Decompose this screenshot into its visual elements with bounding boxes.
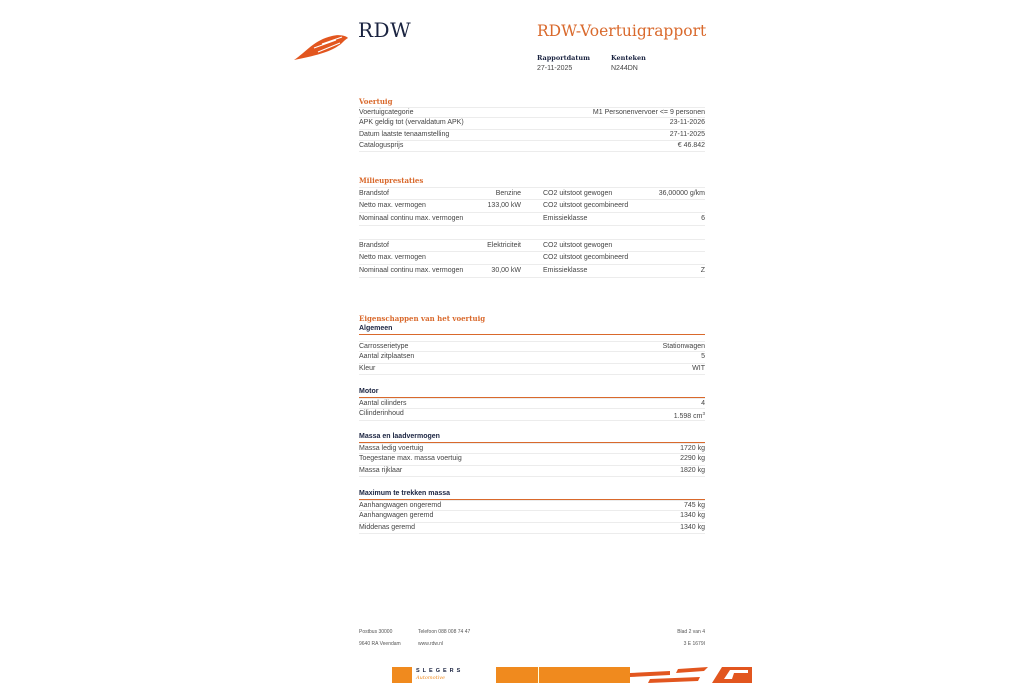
report-date-label: Rapportdatum	[537, 54, 590, 62]
row-value: WIT	[692, 364, 705, 372]
table-row	[359, 454, 705, 465]
unit-superscript: 3	[702, 411, 705, 417]
table-row	[359, 265, 705, 278]
row-value: Stationwagen	[662, 343, 705, 350]
table-row	[359, 118, 705, 129]
row-value: 1820 kg	[680, 466, 705, 474]
row-value: 745 kg	[683, 502, 705, 509]
row-value: 1.598 cm	[673, 413, 703, 421]
footer-contact	[418, 626, 470, 650]
row-label: Aantal zitplaatsen	[359, 353, 415, 361]
footer-code: 3 E 1679I	[683, 641, 705, 647]
table-row	[359, 443, 705, 454]
table-row	[359, 107, 705, 118]
row-value: 36,00000 g/km	[658, 190, 705, 197]
row-label: Emissieklasse	[543, 215, 588, 222]
row-value: 1340 kg	[680, 512, 705, 520]
table-row	[359, 364, 705, 375]
table-row	[359, 511, 705, 522]
plate-block	[611, 54, 646, 72]
table-row	[359, 141, 705, 152]
row-value: 1340 kg	[680, 523, 705, 531]
banner-brand-name: SLEGERS	[416, 668, 464, 674]
row-value: Benzine	[495, 190, 521, 197]
algemeen-table	[359, 341, 705, 375]
section-title-voertuig: Voertuig	[359, 97, 393, 106]
row-label: Voertuigcategorie	[359, 109, 414, 116]
subsection-title-trekken: Maximum te trekken massa	[359, 490, 705, 500]
table-row	[359, 213, 705, 226]
row-label: Emissieklasse	[543, 267, 588, 274]
row-label: CO2 uitstoot gewogen	[543, 190, 613, 197]
row-label: Cilinderinhoud	[359, 410, 404, 418]
report-title: RDW-Voertuigrapport	[537, 22, 707, 40]
footer-website[interactable]: www.rdw.nl	[418, 641, 444, 647]
row-label: Brandstof	[359, 242, 389, 249]
footer-phone: Telefoon 088 008 74 47	[418, 629, 471, 635]
row-label: Datum laatste tenaamstelling	[359, 130, 450, 138]
milieu-benzine-table	[359, 187, 705, 226]
row-value: 1720 kg	[680, 445, 705, 452]
banner-orange-block	[392, 667, 412, 683]
banner-brand	[416, 668, 490, 682]
plate-value: N244DN	[611, 65, 638, 72]
subsection-title-massa: Massa en laadvermogen	[359, 433, 705, 443]
row-label: Aanhangwagen geremd	[359, 512, 434, 520]
row-label: Netto max. vermogen	[359, 202, 426, 209]
row-label: Toegestane max. massa voertuig	[359, 455, 462, 463]
plate-label: Kenteken	[611, 54, 646, 62]
row-label: Catalogusprijs	[359, 141, 404, 149]
row-label: Kleur	[359, 364, 376, 372]
row-label: Brandstof	[359, 190, 389, 197]
row-label: Aanhangwagen ongeremd	[359, 502, 442, 509]
row-value: 5	[701, 353, 705, 361]
row-value-with-unit	[674, 409, 705, 419]
banner-info-address	[496, 667, 538, 683]
table-row	[359, 239, 705, 252]
table-row	[359, 200, 705, 213]
voertuig-table	[359, 107, 705, 152]
footer-page-info	[650, 626, 705, 650]
section-title-eigenschappen: Eigenschappen van het voertuig	[359, 314, 486, 323]
row-value	[653, 200, 705, 212]
footer-address	[359, 626, 401, 650]
massa-table	[359, 443, 705, 477]
row-label: Massa ledig voertuig	[359, 445, 424, 452]
row-value: € 46.842	[677, 141, 705, 149]
row-label: Nominaal continu max. vermogen	[359, 267, 464, 274]
row-label: CO2 uitstoot gecombineerd	[543, 254, 629, 261]
table-row	[359, 398, 705, 409]
report-date-block	[537, 54, 590, 72]
report-date-value: 27-11-2025	[537, 65, 573, 72]
banner-brand-sub: Automotive	[416, 675, 445, 681]
row-value: 133,00 kW	[487, 202, 521, 209]
trekken-table	[359, 500, 705, 534]
banner-stripes-icon	[630, 667, 752, 683]
row-value	[469, 213, 521, 225]
row-label: CO2 uitstoot gecombineerd	[543, 202, 629, 209]
subsection-title-motor: Motor	[359, 388, 705, 398]
table-row	[359, 500, 705, 511]
row-value: Elektriciteit	[487, 242, 521, 249]
row-value: M1 Personenvervoer <= 9 personen	[592, 109, 705, 116]
table-row	[359, 187, 705, 200]
rdw-logo-text: RDW	[358, 18, 412, 42]
row-value	[653, 252, 705, 264]
table-row	[359, 466, 705, 477]
row-value: 30,00 kW	[491, 267, 521, 274]
section-title-milieu: Milieuprestaties	[359, 176, 424, 185]
row-label: Massa rijklaar	[359, 466, 403, 474]
row-label: Aantal cilinders	[359, 400, 407, 407]
row-label: Middenas geremd	[359, 523, 416, 531]
motor-table	[359, 398, 705, 421]
milieu-elektrisch-table	[359, 239, 705, 278]
table-row	[359, 352, 705, 363]
dealer-banner	[392, 667, 752, 683]
footer-city: 9640 RA Veendam	[359, 641, 401, 647]
table-row	[359, 523, 705, 534]
row-label: Carrosserietype	[359, 343, 409, 350]
row-label: Netto max. vermogen	[359, 254, 426, 261]
row-value: Z	[700, 267, 705, 274]
row-value: 23-11-2026	[669, 119, 705, 127]
footer-postbus: Postbus 30000	[359, 629, 393, 635]
row-value: 27-11-2025	[669, 130, 705, 138]
row-value: 2290 kg	[680, 455, 705, 463]
subsection-title-algemeen: Algemeen	[359, 325, 705, 335]
row-label: APK geldig tot (vervaldatum APK)	[359, 119, 464, 127]
rdw-feather-logo-icon	[292, 30, 350, 62]
table-row	[359, 409, 705, 420]
row-value: 6	[701, 215, 705, 222]
row-value: 4	[701, 400, 705, 407]
table-row	[359, 341, 705, 352]
table-row	[359, 252, 705, 265]
row-value	[469, 252, 521, 264]
row-label: CO2 uitstoot gewogen	[543, 242, 613, 249]
row-label: Nominaal continu max. vermogen	[359, 215, 464, 222]
row-value	[653, 240, 705, 251]
footer-page-number: Blad 2 van 4	[677, 629, 705, 635]
banner-info-contact	[538, 667, 630, 683]
table-row	[359, 130, 705, 141]
